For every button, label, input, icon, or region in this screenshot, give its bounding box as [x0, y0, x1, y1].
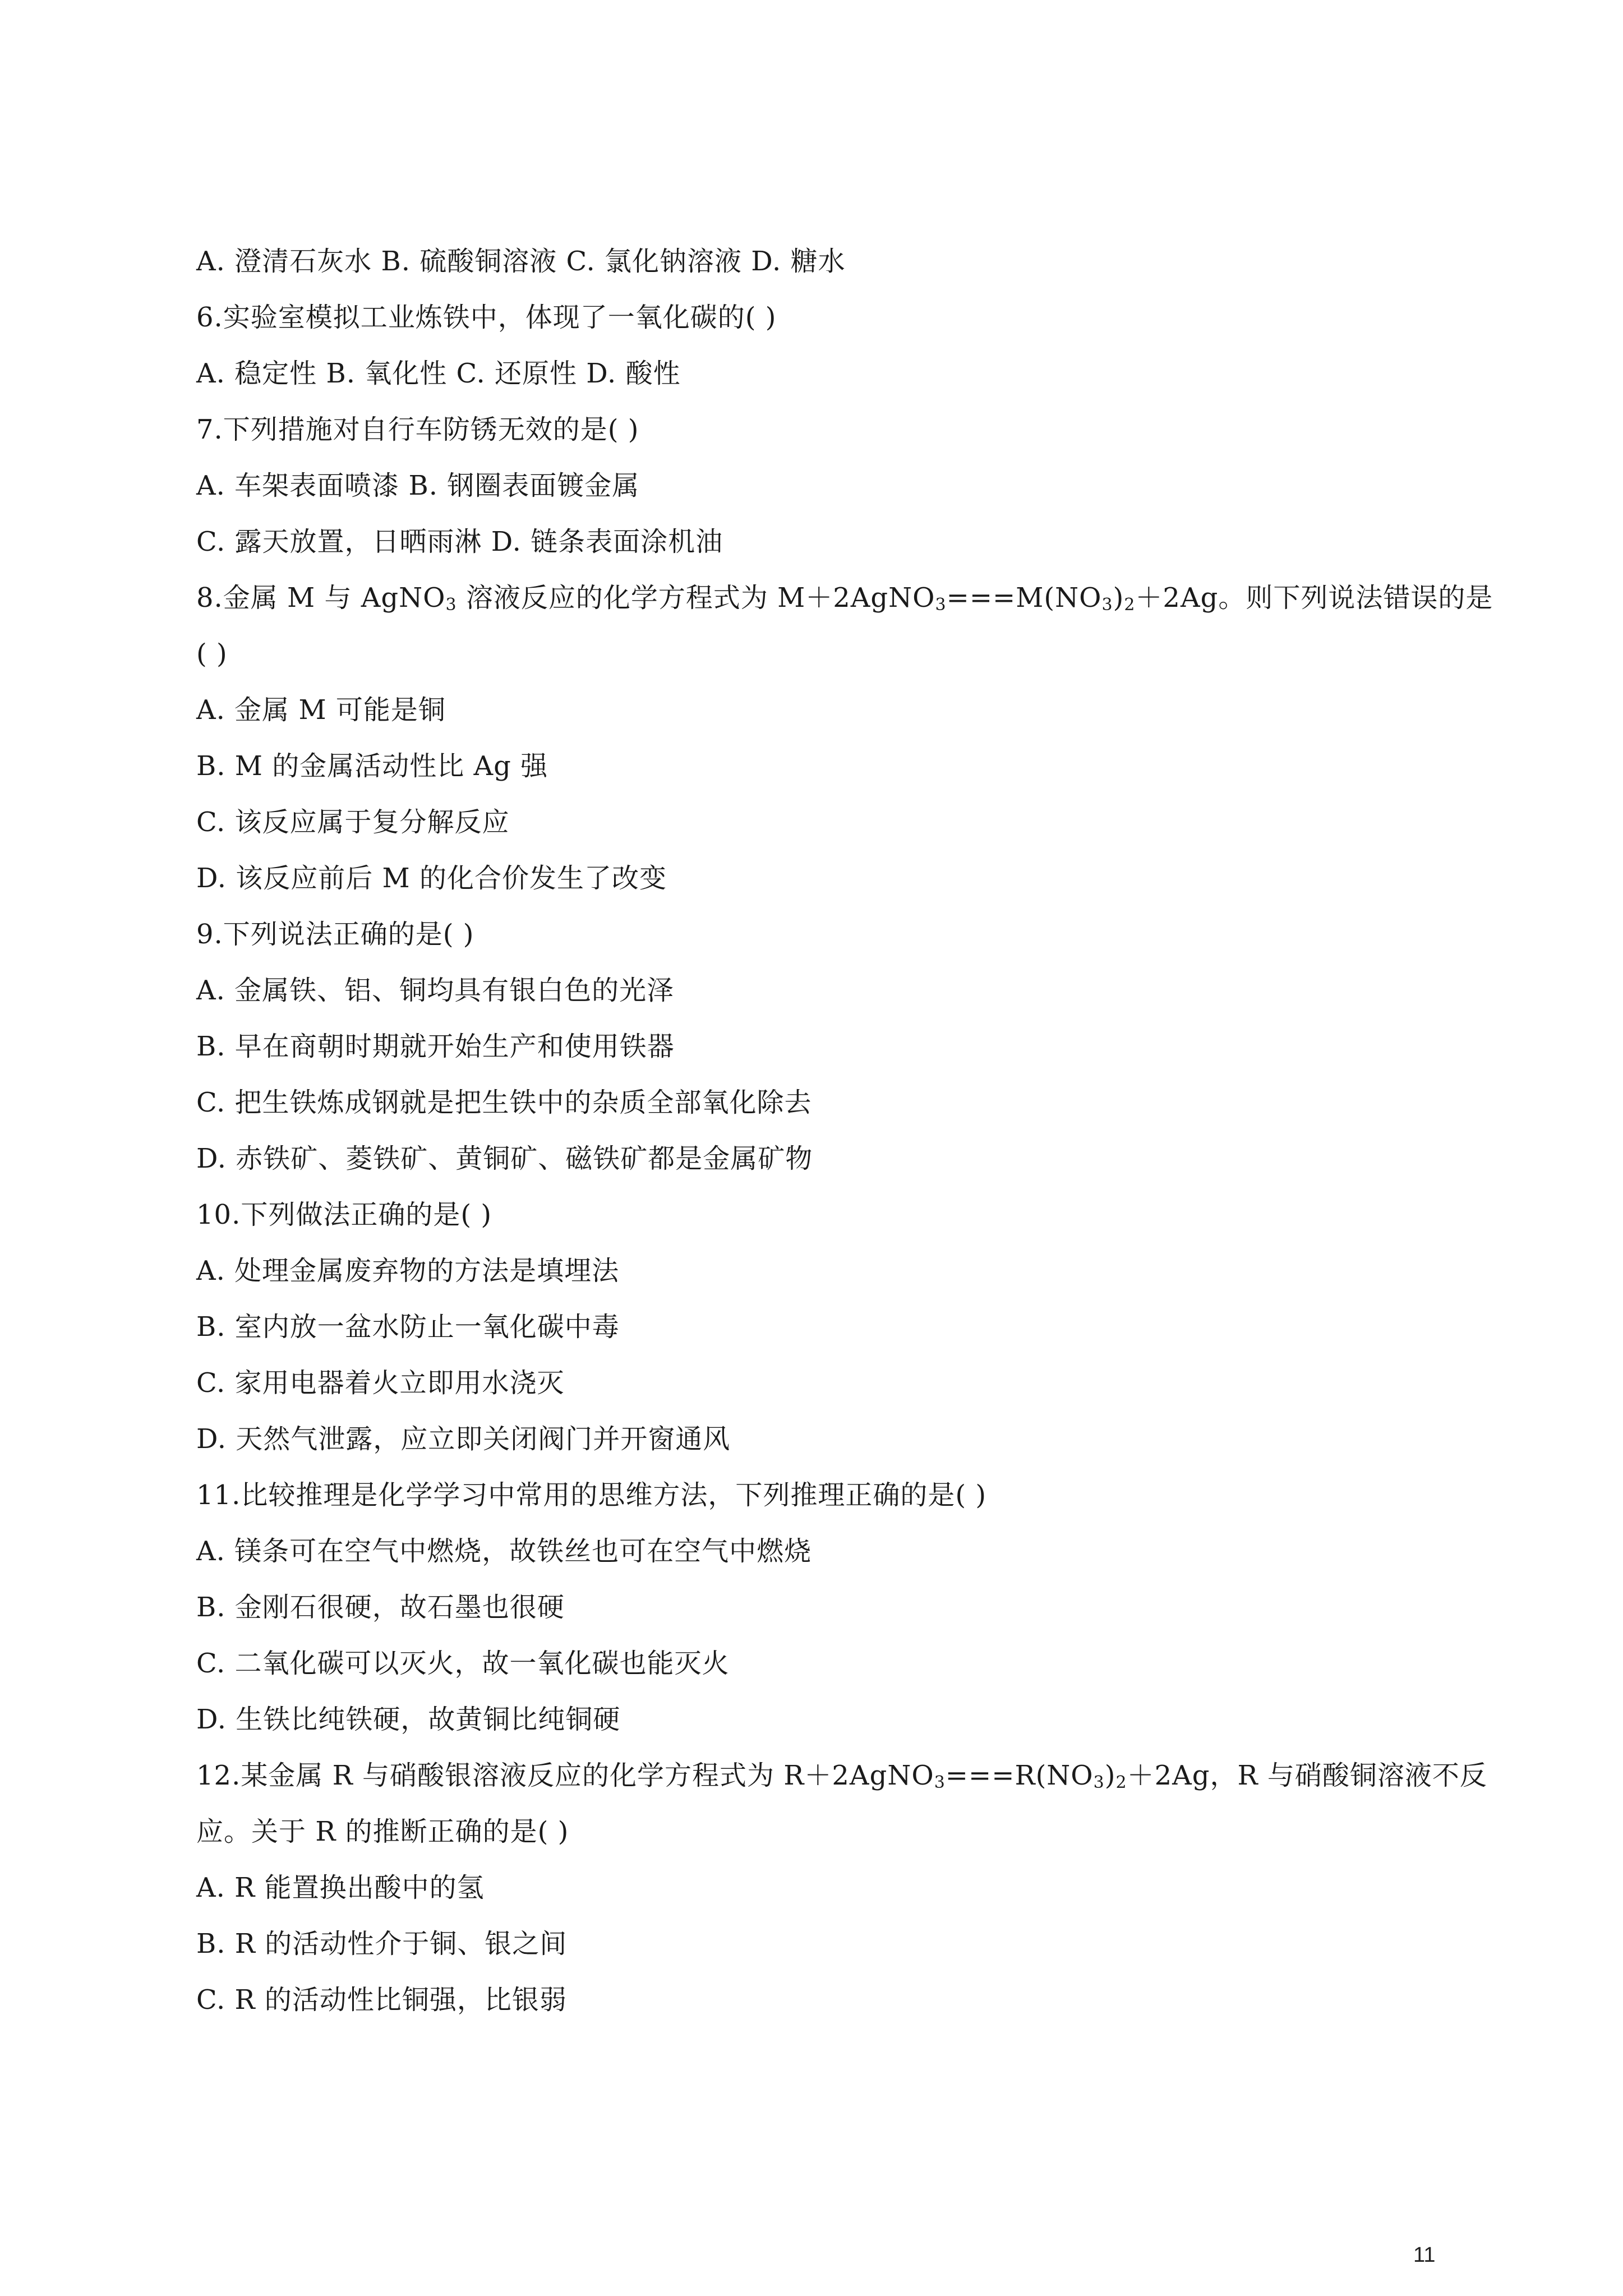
q10-option-a: A. 处理金属废弃物的方法是填埋法: [196, 1255, 620, 1287]
q9-option-c: C. 把生铁炼成钢就是把生铁中的杂质全部氧化除去: [196, 1087, 812, 1118]
q10-option-d: D. 天然气泄露，应立即关闭阀门并开窗通风: [196, 1423, 731, 1455]
q7-options-ab: A. 车架表面喷漆 B. 钢圈表面镀金属: [196, 470, 640, 501]
q12-stem: 12.某金属 R 与硝酸银溶液反应的化学方程式为 $R+2AgNO_3===R(NO_3)_2+2Ag$，R 与硝酸铜溶液不反: [196, 1760, 1487, 1792]
q7-options-cd: C. 露天放置，日晒雨淋 D. 链条表面涂机油: [196, 526, 723, 557]
q8-option-b: B. M 的金属活动性比 Ag 强: [196, 750, 548, 782]
q8-option-a: A. 金属 M 可能是铜: [196, 694, 446, 726]
q11-option-a: A. 镁条可在空气中燃烧，故铁丝也可在空气中燃烧: [196, 1536, 812, 1567]
page-number: 11: [1413, 2243, 1436, 2267]
q12-option-b: B. R 的活动性介于铜、银之间: [196, 1928, 568, 1960]
q9-option-d: D. 赤铁矿、菱铁矿、黄铜矿、磁铁矿都是金属矿物: [196, 1143, 813, 1174]
q8-stem-cont: ( ): [196, 638, 228, 670]
q11-option-b: B. 金刚石很硬，故石墨也很硬: [196, 1592, 565, 1623]
q12-stem-cont: 应。关于 R 的推断正确的是( ): [196, 1816, 569, 1847]
q11-option-d: D. 生铁比纯铁硬，故黄铜比纯铜硬: [196, 1704, 621, 1735]
q9-option-a: A. 金属铁、铝、铜均具有银白色的光泽: [196, 975, 675, 1006]
q8-option-c: C. 该反应属于复分解反应: [196, 806, 510, 838]
q6-stem: 6.实验室模拟工业炼铁中，体现了一氧化碳的( ): [196, 302, 777, 333]
q9-stem: 9.下列说法正确的是( ): [196, 919, 474, 950]
q11-stem: 11.比较推理是化学学习中常用的思维方法，下列推理正确的是( ): [196, 1479, 987, 1511]
q10-option-b: B. 室内放一盆水防止一氧化碳中毒: [196, 1311, 620, 1343]
q12-option-a: A. R 能置换出酸中的氢: [196, 1872, 485, 1903]
q9-option-b: B. 早在商朝时期就开始生产和使用铁器: [196, 1031, 675, 1062]
q10-option-c: C. 家用电器着火立即用水浇灭: [196, 1367, 565, 1399]
q11-option-c: C. 二氧化碳可以灭火，故一氧化碳也能灭火: [196, 1648, 730, 1679]
q12-option-c: C. R 的活动性比铜强，比银弱: [196, 1984, 567, 2016]
q7-stem: 7.下列措施对自行车防锈无效的是( ): [196, 414, 639, 445]
q6-options: A. 稳定性 B. 氧化性 C. 还原性 D. 酸性: [196, 358, 681, 389]
q8-stem: 8.金属 M 与 AgNO$_3$ 溶液反应的化学方程式为 $M+2AgNO_3===M(NO_3)_2+2Ag$。则下列说法错误的是: [196, 582, 1493, 615]
q8-option-d: D. 该反应前后 M 的化合价发生了改变: [196, 863, 667, 894]
q10-stem: 10.下列做法正确的是( ): [196, 1199, 492, 1230]
q5-options: A. 澄清石灰水 B. 硫酸铜溶液 C. 氯化钠溶液 D. 糖水: [196, 246, 846, 277]
